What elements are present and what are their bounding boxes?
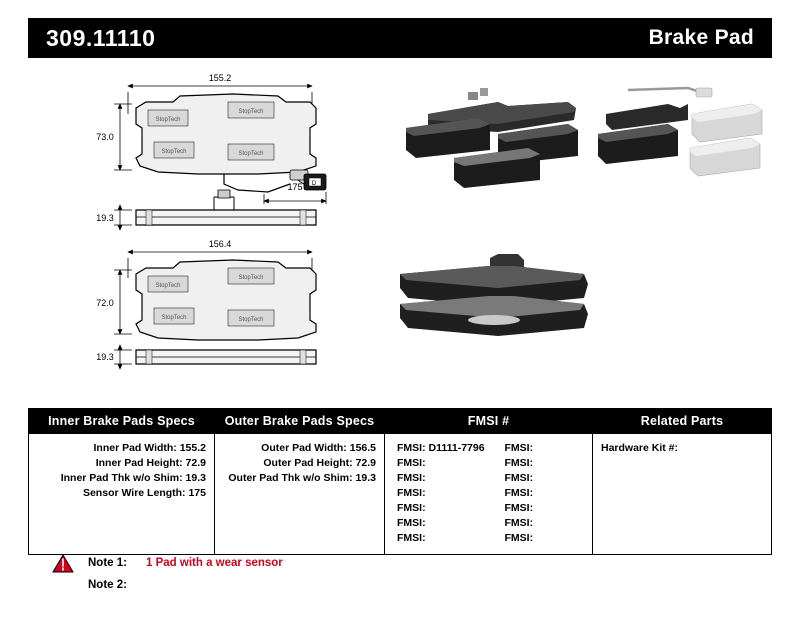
fmsi-right: FMSI: (504, 516, 534, 529)
spec-tables (28, 408, 772, 555)
fmsi-left: FMSI: (397, 456, 426, 469)
fmsi-left: FMSI: (397, 516, 426, 529)
sensor-wire-dim: 175 (287, 182, 303, 192)
fmsi-row (385, 530, 592, 545)
note-2-line (52, 574, 552, 596)
fmsi-right: FMSI: (504, 471, 534, 484)
related-parts-title: Related Parts (593, 409, 771, 434)
note-1-value: 1 Pad with a wear sensor (146, 557, 283, 569)
inner-specs-table (28, 408, 214, 555)
related-parts-table (592, 408, 772, 555)
outer-height-dim: 72.0 (96, 298, 114, 308)
outer-thickness-dim: 19.3 (96, 352, 114, 362)
fmsi-row (385, 470, 592, 485)
note-1-line (52, 552, 552, 574)
related-parts-body (593, 434, 771, 554)
note-1-label: Note 1: (88, 557, 127, 569)
document-type-label: Brake Pad (648, 26, 754, 49)
fmsi-right: FMSI: (504, 456, 534, 469)
outer-specs-table (214, 408, 384, 555)
svg-text:StopTech: StopTech (238, 151, 264, 157)
technical-drawings (28, 62, 772, 392)
notes-section (52, 552, 552, 596)
fmsi-right: FMSI: (504, 441, 534, 454)
fmsi-title: FMSI # (385, 409, 592, 434)
fmsi-left: FMSI: D1111-7796 (397, 441, 485, 454)
inner-height-dim: 73.0 (96, 132, 114, 142)
outer-spec-row: Outer Pad Width: 156.5 (261, 441, 376, 454)
fmsi-body (385, 434, 592, 554)
related-parts-row: Hardware Kit #: (601, 441, 679, 454)
fmsi-row (385, 485, 592, 500)
inner-specs-body (29, 434, 214, 554)
inner-thickness-dim: 19.3 (96, 213, 114, 223)
part-number: 309.11110 (46, 24, 156, 51)
note-2-label: Note 2: (88, 579, 127, 591)
svg-text:StopTech: StopTech (161, 149, 187, 155)
fmsi-row (385, 500, 592, 515)
header-bar (28, 18, 772, 58)
outer-specs-body (215, 434, 384, 554)
svg-text:StopTech: StopTech (238, 275, 264, 281)
outer-spec-row: Outer Pad Thk w/o Shim: 19.3 (228, 471, 376, 484)
svg-text:StopTech: StopTech (238, 109, 264, 115)
outer-width-dim: 156.4 (208, 239, 232, 249)
outer-spec-row: Outer Pad Height: 72.9 (263, 456, 376, 469)
inner-spec-row: Inner Pad Width: 155.2 (93, 441, 206, 454)
pad-photo-cluster-right (598, 88, 762, 176)
fmsi-left: FMSI: (397, 531, 426, 544)
fmsi-row (385, 440, 592, 455)
fmsi-right: FMSI: (504, 531, 534, 544)
fmsi-row (385, 515, 592, 530)
outer-pad-logo: StopTech (155, 283, 181, 289)
warning-icon (52, 554, 74, 573)
inner-pad-logo: StopTech (155, 117, 181, 123)
fmsi-left: FMSI: (397, 486, 426, 499)
inner-spec-row: Inner Pad Thk w/o Shim: 19.3 (60, 471, 206, 484)
fmsi-row (385, 455, 592, 470)
svg-text:StopTech: StopTech (161, 315, 187, 321)
fmsi-right: FMSI: (504, 501, 534, 514)
fmsi-table (384, 408, 592, 555)
inner-spec-row: Sensor Wire Length: 175 (82, 486, 206, 499)
inner-specs-title: Inner Brake Pads Specs (29, 409, 214, 434)
fmsi-left: FMSI: (397, 501, 426, 514)
pad-photo-cluster-left (406, 88, 578, 188)
outer-specs-title: Outer Brake Pads Specs (215, 409, 384, 434)
fmsi-left: FMSI: (397, 471, 426, 484)
fmsi-right: FMSI: (504, 486, 534, 499)
svg-text:D: D (311, 181, 317, 187)
inner-spec-row: Inner Pad Height: 72.9 (95, 456, 206, 469)
drawings-svg (28, 62, 772, 392)
inner-width-dim: 155.2 (208, 73, 232, 83)
pad-photo-outer (400, 254, 588, 336)
svg-text:StopTech: StopTech (238, 317, 264, 323)
